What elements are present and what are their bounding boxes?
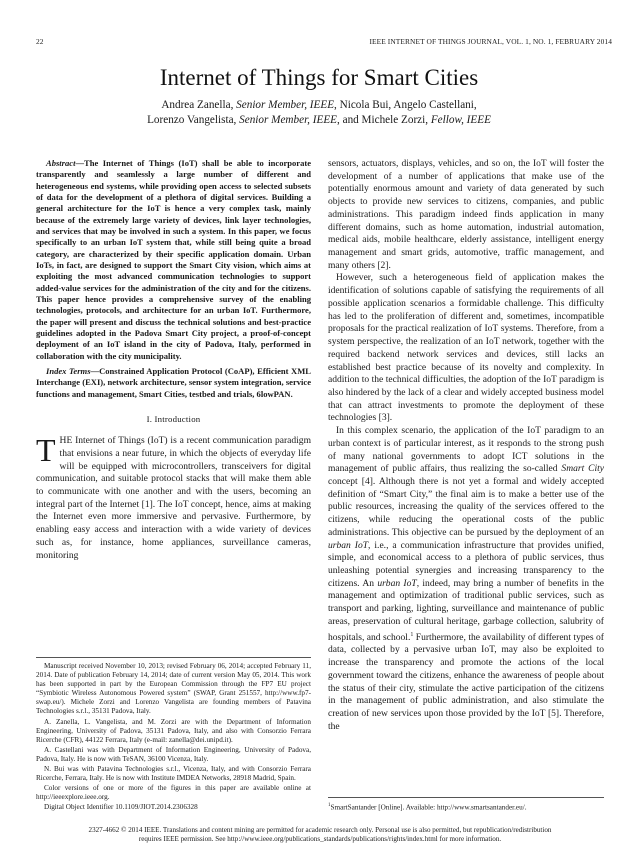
index-terms-text: —Constrained Application Protocol (CoAP), Efficient XML Interchange (EXI), network architecture, sensor system integration, service functions and management, Smart Cities, testbed and trials, 6lowPAN. [36,365,311,399]
page-number: 22 [36,37,44,46]
body-paragraph [328,425,604,733]
footnote [328,797,604,812]
intro-text: HE Internet of Things (IoT) is a recent communication paradigm that envisions a near future, in which the objects of everyday life will be equipped with microcontrollers, transceivers for digital communication, and suitable protocol stacks that will make them able to communicate with one another and with the users, becoming an integral part of the Internet [1]. The IoT concept, hence, aims at making the Internet even more immersive and pervasive. Furthermore, by enabling easy access and interaction with a wide variety of devices such as, for instance, home appliances, surveillance cameras, monitoring [36,435,311,561]
body-paragraph: However, such a heterogeneous field of application makes the identification of solutions capable of satisfying the requirements of all possible application scenarios a formidable challenge. This difficulty has led to the proliferation of different and, sometimes, incompatible proposals for the practical realization of IoT systems. Therefore, from a system perspective, the realization of an IoT network, together with the required backend network services and devices, still lacks an established best practice because of its novelty and complexity. In addition to the technical difficulties, the adoption of the IoT paradigm is also hindered by the lack of a clear and widely accepted business model that can attract investments to promote the deployment of these technologies [3]. [328,272,604,424]
abstract [36,158,311,362]
drop-cap: T [36,432,56,469]
body-emphasis: urban IoT [328,539,369,551]
copyright-notice [36,826,604,844]
author-line-1 [60,98,578,113]
footnote-number: 1 [328,803,331,808]
body-text: , i.e., a communication infrastructure that provides unified, simple, and economical access to a plethora of public services, thus unleashing potential synergies and increasing transparency to the citizens. An [328,539,604,589]
author-membership: Senior Member, IEEE [236,99,335,111]
index-terms-lead: Index Terms [46,365,91,376]
abstract-lead: Abstract [46,158,76,168]
note-item: Color versions of one or more of the figures in this paper are available online at http://ieeexplore.ieee.org. [36,784,311,802]
footnote-mark: 1 [410,631,414,638]
index-terms [36,366,311,400]
section-heading: I. Introduction [146,413,201,424]
body-paragraph: sensors, actuators, displays, vehicles, and so on, the IoT will foster the development of a number of applications that make use of the potentially enormous amount and variety of data generated by such objects to provide new services to citizens, companies, and public administrations. This paradigm indeed finds application in many different domains, such as home automation, industrial automation, medical aids, mobile healthcare, elderly assistance, intelligent energy management and smart grids, automotive, traffic management, and many others [2]. [328,158,604,271]
body-text: In this complex scenario, the application of the IoT paradigm to an urban context is of particular interest, as it responds to the strong push of many national governments to adopt ICT solutions in the management of public affairs, thus realizing the so-called [328,425,604,475]
body-text: concept [4]. Although there is not yet a formal and widely accepted definition of “Smart City,” the final aim is to make a better use of the public resources, increasing the quality of the services offered to the citizens, while reducing the operational costs of the public administrations. This objective can be pursued by the deployment of an [328,475,604,538]
author-text: , and Michele Zorzi, [337,114,431,126]
note-item: Digital Object Identifier 10.1109/JIOT.2014.2306328 [44,803,198,812]
note-item: Manuscript received November 10, 2013; revised February 06, 2014; accepted February 11, 2014. Date of publication February 14, 2014; date of current version May 05, 2014. This work has been supported in part by the European Commission through the FP7 EU project “Symbiotic Wireless Autonomous Powered system” (SWAP, Grant 251557, http://www.fp7-swap.eu/). Michele Zorzi and Lorenzo Vangelista are founding members of Patavina Technologies s.r.l., 35131 Padova, Italy. [36,662,311,716]
manuscript-notes [36,657,311,814]
author-membership: Senior Member, IEEE [239,114,338,126]
footnote-text: SmartSantander [Online]. Available: http://www.smartsantander.eu/. [330,803,527,812]
author-text: , Nicola Bui, Angelo Castellani, [334,99,477,111]
intro-paragraph [36,432,311,562]
note-item: A. Zanella, L. Vangelista, and M. Zorzi are with the Department of Information Engineering, University of Padova, 35131 Padova, Italy, and also with Consorzio Ferrara Ricerche (CFR), 44122 Ferrara, Italy (e-mail: zanella@dei.unipd.it). [36,717,311,744]
journal-header: IEEE INTERNET OF THINGS JOURNAL, VOL. 1, NO. 1, FEBRUARY 2014 [369,37,612,46]
author-text: Lorenzo Vangelista, [147,114,240,126]
abstract-text: —The Internet of Things (IoT) shall be able to incorporate transparently and seamlessly a large number of different and heterogeneous end systems, while providing open access to selected subsets of data for the development of a plethora of digital services. Building a general architecture for the IoT is hence a very complex task, mainly because of the extremely large variety of devices, link layer technologies, and services that may be involved in such a system. In this paper, we focus specifically to an urban IoT system that, while still being quite a broad category, are characterized by their specific application domain. Urban IoTs, in fact, are designed to support the Smart City vision, which aims at exploiting the most advanced communication technologies to support added-value services for the administration of the city and for the citizens. This paper hence provides a comprehensive survey of the enabling technologies, protocols, and architecture for an urban IoT. Furthermore, the paper will present and discuss the technical solutions and best-practice guidelines adopted in the Padova Smart City project, a proof-of-concept deployment of an IoT island in the city of Padova, Italy, performed in collaboration with the city municipality. [36,158,311,361]
author-list [60,98,578,128]
note-item: N. Bui was with Patavina Technologies s.r.l., Vicenza, Italy, and with Consorzio Ferrara Ricerche, Ferrara, Italy. He is now with Institute IMDEA Networks, 28918 Madrid, Spain. [36,765,311,783]
author-line-2 [60,113,578,128]
note-item: A. Castellani was with Department of Information Engineering, University of Padova, Padova, Italy. He is now with TeSAN, 36100 Vicenza, Italy. [36,745,311,763]
body-text: , indeed, may bring a number of benefits in the management and optimization of traditional public services, such as transport and parking, lighting, surveillance and maintenance of public areas, preservation of cultural heritage, garbage collection, salubrity of hospitals, and school. [328,577,604,643]
paper-title: Internet of Things for Smart Cities [159,65,479,90]
copyright-line: 2327-4662 © 2014 IEEE. Translations and content mining are permitted for academic research only. Personal use is also permitted, but republication/redistribution [88,826,552,834]
body-text: Furthermore, the availability of different types of data, collected by a pervasive urban IoT, may also be exploited to increase the transparency and promote the actions of the local government toward the citizens, enhance the awareness of people about the status of their city, stimulate the active participation of the citizens in the management of public administration, and also stimulate the creation of new services upon those provided by the IoT [5]. Therefore, the [328,631,604,732]
right-column [328,158,604,734]
author-membership: Fellow, IEEE [430,114,491,126]
body-emphasis: urban IoT [377,577,417,589]
author-text: Andrea Zanella, [161,99,237,111]
body-emphasis: Smart City [561,463,604,475]
copyright-line: requires IEEE permission. See http://www.ieee.org/publications_standards/publications/rights/index.html for more information. [138,835,502,843]
left-column [36,158,311,562]
